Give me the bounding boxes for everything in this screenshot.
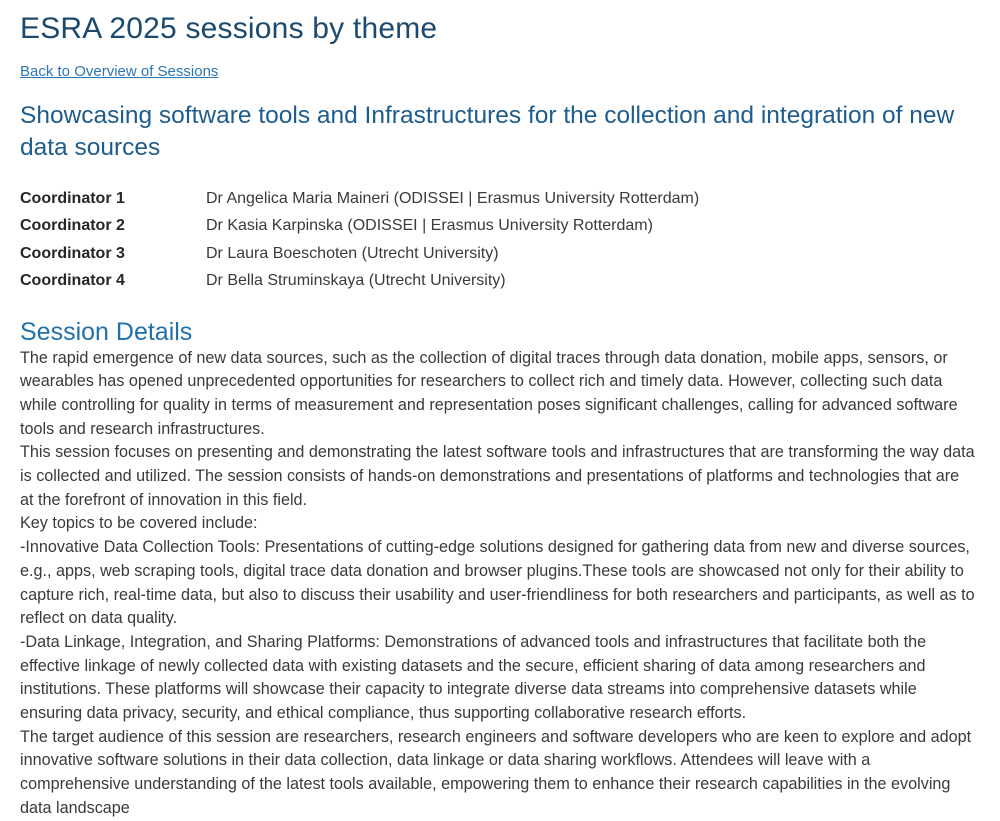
coordinator-row — [20, 240, 976, 268]
coordinator-name: Dr Kasia Karpinska (ODISSEI | Erasmus University Rotterdam) — [206, 217, 653, 234]
details-paragraph: Key topics to be covered include: — [20, 514, 258, 533]
coordinator-name: Dr Laura Boeschoten (Utrecht University) — [206, 244, 499, 262]
page-title: ESRA 2025 sessions by theme — [20, 12, 438, 45]
details-paragraph: This session focuses on presenting and demonstrating the latest software tools and infrastructures that are transforming the way data is collected and utilized. The session consists of hands-on demonstrations and presentations of platforms and technologies that are at the forefront of innovation in this field. — [20, 443, 975, 509]
coordinator-label: Coordinator 2 — [20, 217, 125, 234]
back-to-overview-link[interactable]: Back to Overview of Sessions — [20, 62, 219, 80]
session-details-body — [20, 347, 976, 821]
coordinators-list — [20, 185, 976, 295]
coordinator-row — [20, 212, 976, 240]
details-paragraph: The target audience of this session are researchers, research engineers and software developers who are keen to explore and adopt innovative software solutions in their data collection, data linkage or data sharing workflows. Attendees will leave with a comprehensive understanding of the latest tools available, empowering them to enhance their research capabilities in the evolving data landscape — [20, 727, 972, 817]
session-theme-title: Showcasing software tools and Infrastructures for the collection and integration of new data sources — [20, 101, 955, 161]
details-paragraph: The rapid emergence of new data sources, such as the collection of digital traces through data donation, mobile apps, sensors, or wearables has opened unprecedented opportunities for researchers to collect rich and timely data. However, collecting such data while controlling for quality in terms of measurement and representation poses significant challenges, calling for advanced software tools and research infrastructures. — [20, 348, 958, 438]
coordinator-row — [20, 185, 976, 213]
coordinator-label: Coordinator 4 — [20, 272, 125, 289]
details-paragraph: -Innovative Data Collection Tools: Presentations of cutting-edge solutions designed for gathering data from new and diverse sources, e.g., apps, web scraping tools, digital trace data donation and browser plugins.These tools are showcased not only for their ability to capture rich, real-time data, but also to discuss their usability and user-friendliness for both researchers and participants, as well as to reflect on data quality. — [20, 538, 975, 628]
coordinator-label: Coordinator 3 — [20, 244, 125, 262]
coordinator-name: Dr Bella Struminskaya (Utrecht University) — [206, 272, 506, 289]
session-details-heading: Session Details — [20, 317, 193, 346]
coordinator-row — [20, 267, 976, 295]
details-paragraph: -Data Linkage, Integration, and Sharing Platforms: Demonstrations of advanced tools and infrastructures that facilitate both the effective linkage of newly collected data with existing datasets and the secure, efficient sharing of data among researchers and institutions. These platforms will showcase their capacity to integrate diverse data streams into comprehensive datasets while ensuring data privacy, security, and ethical compliance, thus supporting collaborative research efforts. — [20, 632, 927, 723]
coordinator-name: Dr Angelica Maria Maineri (ODISSEI | Erasmus University Rotterdam) — [206, 189, 700, 207]
coordinator-label: Coordinator 1 — [20, 189, 125, 207]
